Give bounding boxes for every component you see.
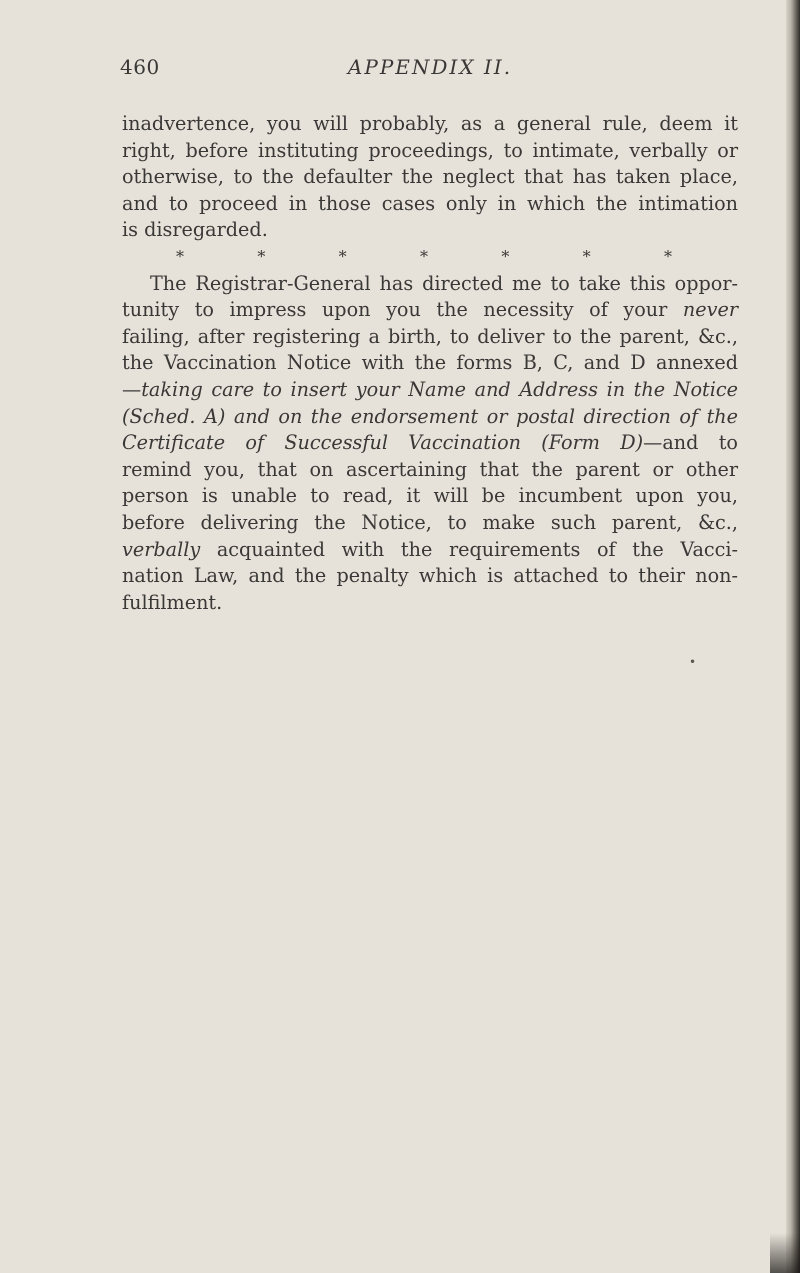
star-mark: * — [582, 246, 591, 266]
page-corner-shadow — [770, 1233, 800, 1273]
text-line — [122, 430, 738, 457]
text-line: before delivering the Notice, to make such parent, &c., — [122, 510, 738, 534]
star-mark: * — [419, 246, 428, 266]
text-line: inadvertence, you will probably, as a general rule, deem it — [122, 112, 738, 135]
star-mark: * — [501, 246, 510, 266]
star-mark: * — [176, 246, 184, 266]
text-line: The Registrar-General has directed me to take this oppor- — [150, 271, 738, 295]
text-line: is disregarded. — [122, 218, 268, 242]
text-line: fulfilment. — [122, 590, 223, 614]
text-line: and to proceed in those cases only in which the intimation — [122, 191, 738, 215]
text-line: otherwise, to the defaulter the neglect that has taken place, — [122, 165, 738, 189]
text-line — [122, 297, 738, 324]
text-line: failing, after registering a birth, to deliver to the parent, &c., — [122, 324, 738, 348]
italic-segment: verbally — [122, 537, 201, 561]
body-text — [122, 111, 738, 616]
text-segment: — — [122, 377, 142, 401]
text-line: nation Law, and the penalty which is attached to their non- — [122, 564, 738, 588]
ellipsis-stars — [122, 244, 738, 271]
running-head — [120, 55, 740, 85]
italic-segment: taking care to insert your Name and Address in the Notice — [141, 377, 738, 401]
text-line: right, before instituting proceedings, to intimate, verbally or — [122, 138, 738, 162]
text-segment: —and to — [643, 431, 738, 455]
star-mark: * — [257, 246, 266, 266]
text-line: person is unable to read, it will be incumbent upon you, — [122, 484, 738, 508]
text-line: the Vaccination Notice with the forms B, C, and D annexed — [122, 351, 738, 375]
text-segment: acquainted with the requirements of the Vacci- — [200, 537, 738, 561]
italic-segment: never — [682, 298, 738, 322]
page-number: 460 — [120, 55, 160, 79]
italic-segment: (Sched. A) and on the endorsement or postal direction of the — [122, 404, 738, 428]
star-mark: * — [663, 246, 672, 266]
page-edge-shadow — [786, 0, 800, 1273]
star-mark: * — [338, 246, 347, 266]
text-line: remind you, that on ascertaining that the parent or other — [122, 457, 738, 481]
text-line — [122, 537, 738, 564]
italic-segment: Certificate of Successful Vaccination (Form D) — [122, 431, 644, 455]
running-title: APPENDIX II. — [347, 55, 513, 79]
text-line — [122, 404, 738, 431]
stray-print-mark: • — [689, 655, 697, 669]
text-segment: tunity to impress upon you the necessity of your — [122, 298, 683, 322]
text-line — [122, 377, 738, 404]
